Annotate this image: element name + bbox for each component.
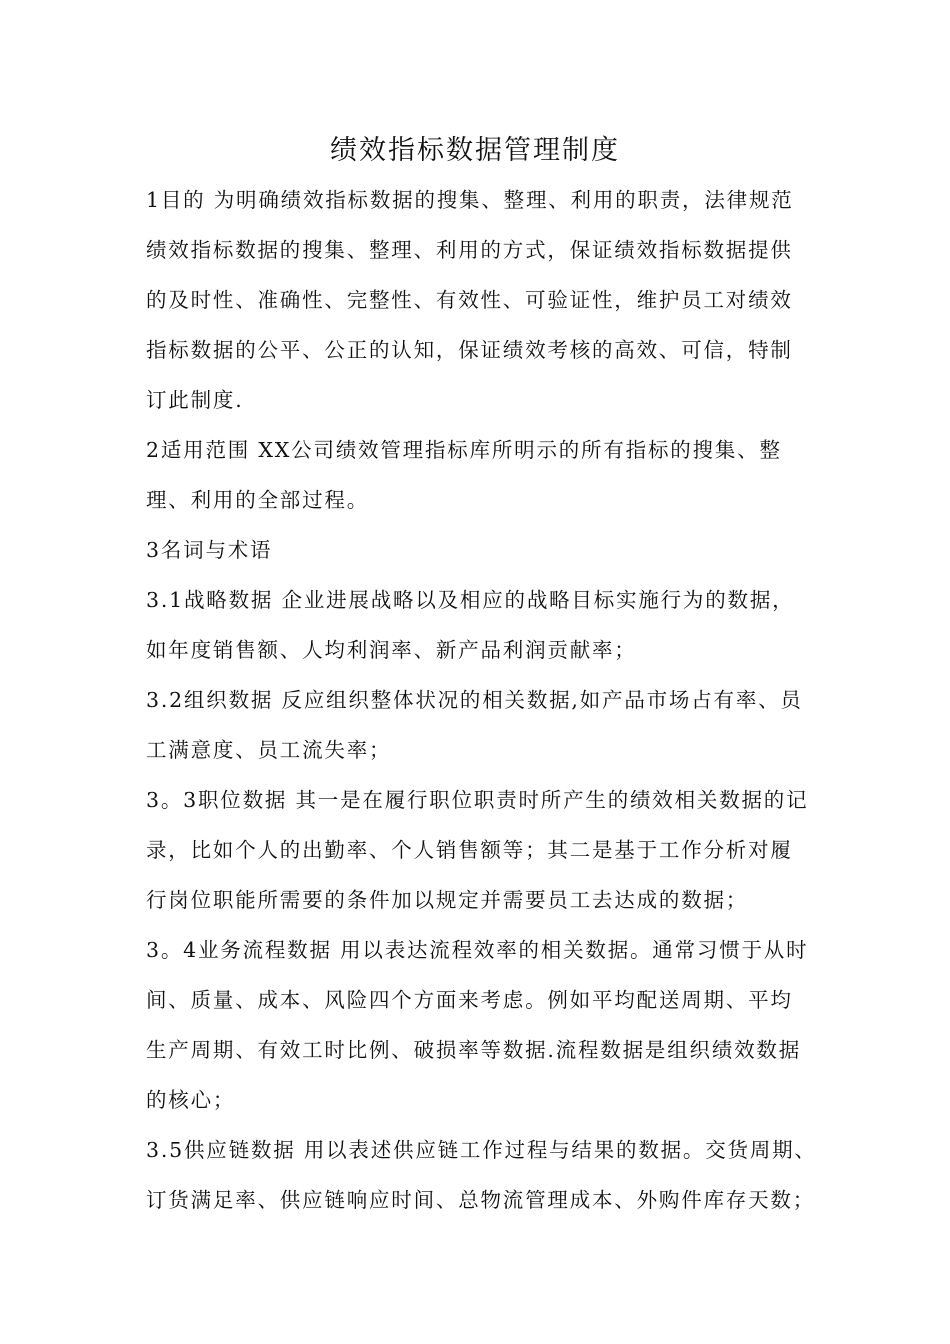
body-line: 3.1战略数据 企业进展战略以及相应的战略目标实施行为的数据，	[146, 588, 795, 612]
body-line: 间、质量、成本、风险四个方面来考虑。例如平均配送周期、平均	[146, 988, 793, 1012]
body-line: 3。3职位数据 其一是在履行职位职责时所产生的绩效相关数据的记	[146, 788, 809, 812]
body-line: 3。4业务流程数据 用以表达流程效率的相关数据。通常习惯于从时	[146, 938, 809, 962]
body-line: 生产周期、有效工时比例、破损率等数据.流程数据是组织绩效数据	[146, 1038, 802, 1062]
body-line: 如年度销售额、人均利润率、新产品利润贡献率；	[146, 638, 637, 662]
body-line: 3.5供应链数据 用以表述供应链工作过程与结果的数据。交货周期、	[146, 1138, 817, 1162]
body-line: 3.2组织数据 反应组织整体状况的相关数据,如产品市场占有率、员	[146, 688, 803, 712]
body-line: 的及时性、准确性、完整性、有效性、可验证性，维护员工对绩效	[146, 288, 793, 312]
body-line: 理、利用的全部过程。	[146, 488, 369, 512]
body-line: 1目的 为明确绩效指标数据的搜集、整理、利用的职责，法律规范	[146, 188, 794, 212]
body-line: 录，比如个人的出勤率、个人销售额等；其二是基于工作分析对履	[146, 838, 793, 862]
body-line: 行岗位职能所需要的条件加以规定并需要员工去达成的数据；	[146, 888, 749, 912]
body-line: 指标数据的公平、公正的认知，保证绩效考核的高效、可信，特制	[146, 338, 793, 362]
body-line: 订货满足率、供应链响应时间、总物流管理成本、外购件库存天数；	[146, 1188, 815, 1212]
section-heading: 3名词与术语	[146, 538, 273, 562]
document-title: 绩效指标数据管理制度	[330, 135, 620, 166]
body-line: 订此制度.	[146, 388, 244, 412]
body-line: 的核心；	[146, 1088, 236, 1112]
body-line: 工满意度、员工流失率；	[146, 738, 392, 762]
body-line: 绩效指标数据的搜集、整理、利用的方式，保证绩效指标数据提供	[146, 238, 793, 262]
body-line: 2适用范围 XX公司绩效管理指标库所明示的所有指标的搜集、整	[146, 438, 782, 462]
